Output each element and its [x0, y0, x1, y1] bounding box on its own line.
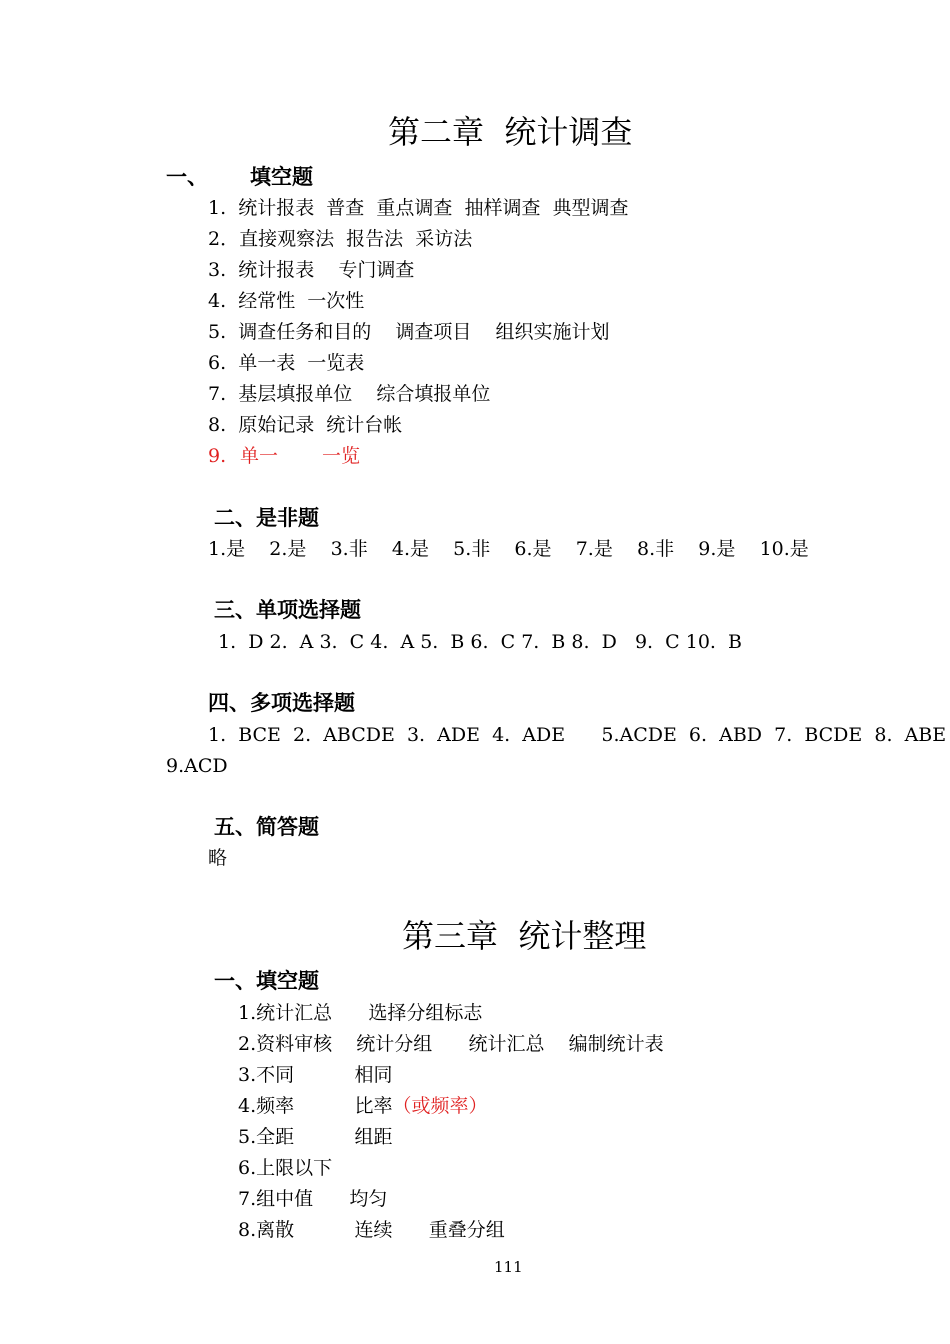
section-truefalse-title: 二、是非题	[214, 506, 319, 530]
ch3-fill-item-3: 3.不同 相同	[238, 1064, 393, 1086]
section-multi-choice-title: 四、多项选择题	[208, 691, 355, 715]
ch3-fill-item-5: 5.全距 组距	[238, 1126, 393, 1148]
fill-item-9-answer-b: 一览	[322, 445, 361, 467]
chapter2-title: 第二章 统计调查	[388, 113, 633, 151]
fill-item-1: 1. 统计报表 普查 重点调查 抽样调查 典型调查	[208, 197, 629, 219]
section-short-answer-title: 五、简答题	[214, 815, 319, 839]
fill-item-6: 6. 单一表 一览表	[208, 352, 365, 374]
fill-item-2: 2．直接观察法 报告法 采访法	[208, 228, 473, 250]
ch3-fill-item-7: 7.组中值 均匀	[238, 1188, 388, 1210]
section-single-choice-title: 三、单项选择题	[214, 598, 361, 622]
short-answer-text: 略	[208, 847, 228, 869]
fill-item-8: 8. 原始记录 统计台帐	[208, 414, 403, 436]
ch3-fill-item-2: 2.资料审核 统计分组 统计汇总 编制统计表	[238, 1033, 664, 1055]
fill-item-4: 4. 经常性 一次性	[208, 290, 365, 312]
fill-item-9-answer-a: 单一	[240, 445, 279, 467]
ch3-fill-item-6: 6.上限以下	[238, 1157, 333, 1179]
ch3-fill-item-1: 1.统计汇总 选择分组标志	[238, 1002, 483, 1024]
multi-choice-answers-line1: 1. BCE 2. ABCDE 3. ADE 4. ADE 5.ACDE 6. ABD 7. BCDE 8. ABE	[208, 724, 947, 746]
ch3-fill-item-4-text: 4.频率 比率	[238, 1095, 393, 1117]
fill-item-9-number: 9.	[208, 445, 227, 467]
single-choice-answers: 1. D 2. A 3. C 4. A 5. B 6. C 7. B 8. D 9. C 10. B	[218, 631, 743, 653]
fill-item-3: 3. 统计报表 专门调查	[208, 259, 415, 281]
section-fill-number: 一、	[166, 165, 208, 189]
ch3-fill-item-8: 8.离散 连续 重叠分组	[238, 1219, 505, 1241]
ch3-fill-item-4	[238, 1097, 488, 1116]
fill-item-5: 5. 调查任务和目的 调查项目 组织实施计划	[208, 321, 610, 343]
chapter3-section-fill-title: 一、填空题	[214, 969, 319, 993]
multi-choice-answers-line2: 9.ACD	[166, 755, 228, 777]
chapter3-title: 第三章 统计整理	[402, 917, 647, 955]
section-fill-title: 填空题	[250, 165, 313, 189]
ch3-fill-item-4-note: （或频率）	[392, 1095, 488, 1117]
truefalse-answers: 1.是 2.是 3.非 4.是 5.非 6.是 7.是 8.非 9.是 10.是	[208, 538, 809, 560]
fill-item-7: 7. 基层填报单位 综合填报单位	[208, 383, 491, 405]
page-number: 111	[494, 1258, 523, 1276]
